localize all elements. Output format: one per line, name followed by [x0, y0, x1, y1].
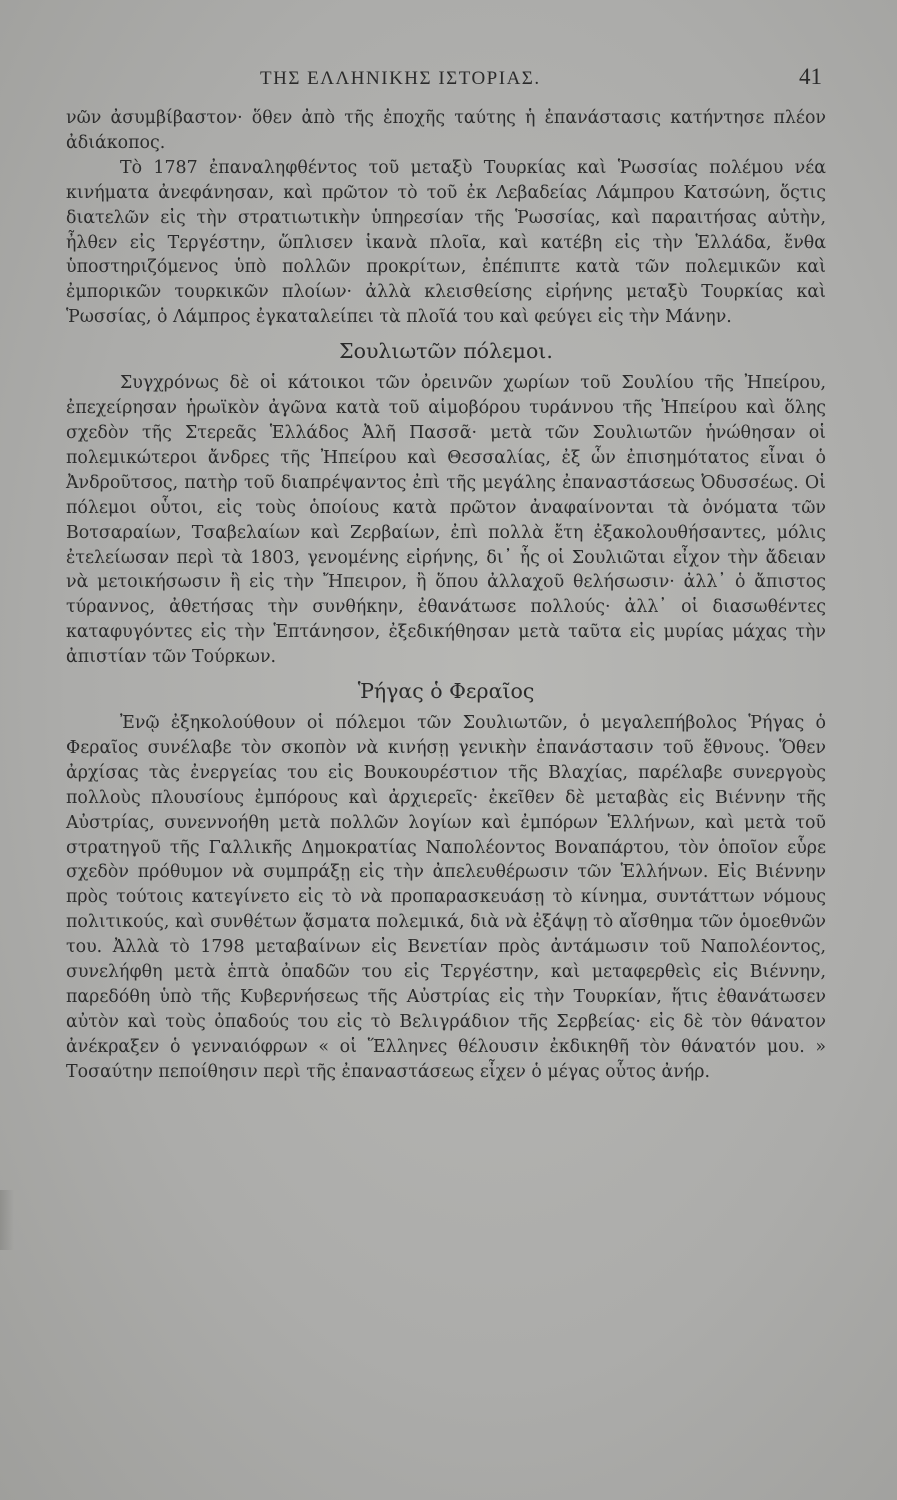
- section-heading-souliote-wars: Σουλιωτῶν πόλεμοι.: [339, 339, 553, 364]
- running-title: ΤΗΣ ΕΛΛΗΝΙΚΗΣ ΙΣΤΟΡΙΑΣ.: [260, 68, 541, 89]
- page-body: [66, 106, 826, 1085]
- paragraph-souliotes: Συγχρόνως δὲ οἱ κάτοικοι τῶν ὀρεινῶν χωρίων τοῦ Σουλίου τῆς Ἠπείρου, ἐπεχείρησαν ἡρωϊκὸν ἀγῶνα κατὰ τοῦ αἱμοβόρου τυράννου τῆς Ἠπείρου καὶ ὅλης σχεδὸν τῆς Στερεᾶς Ἑλλάδος Ἀλῆ Πασσᾶ· μετὰ τῶν Σουλιωτῶν ἡνώθησαν οἱ πολεμικώτεροι ἄνδρες τῆς Ἠπείρου καὶ Θεσσαλίας, ἐξ ὧν ἐπισημότατος εἶναι ὁ Ἀνδροῦτσος, πατὴρ τοῦ διαπρέψαντος ἐπὶ τῆς μεγάλης ἐπαναστάσεως Ὀδυσσέως. Οἱ πόλεμοι οὗτοι, εἰς τοὺς ὁποίους κατὰ πρῶτον ἀναφαίνονται τὰ ὀνόματα τῶν Βοτσαραίων, Τσαβελαίων καὶ Ζερβαίων, ἐπὶ πολλὰ ἔτη ἐξακολουθήσαντες, μόλις ἐτελείωσαν περὶ τὰ 1803, γενομένης εἰρήνης, δι᾽ ἧς οἱ Σουλιῶται εἶχον τὴν ἄδειαν νὰ μετοικήσωσιν ἢ εἰς τὴν Ἤπειρον, ἢ ὅπου ἀλλαχοῦ θελήσωσιν· ἀλλ᾽ ὁ ἄπιστος τύραννος, ἀθετήσας τὴν συνθήκην, ἐθανάτωσε πολλούς· ἀλλ᾽ οἱ διασωθέντες καταφυγόντες εἰς τὴν Ἑπτάνησον, ἐξεδικήθησαν μετὰ ταῦτα εἰς μυρίας μάχας τὴν ἀπιστίαν τῶν Τούρκων.: [66, 373, 826, 668]
- page-edge-stain: [0, 1190, 14, 1250]
- paragraph-continuation: νῶν ἀσυμβίβαστον· ὅθεν ἀπὸ τῆς ἐποχῆς ταύτης ἡ ἐπανάστασις κατήντησε πλέον ἀδιάκοπος.: [66, 108, 826, 153]
- page-header: [110, 64, 822, 98]
- section-heading-rigas: Ῥήγας ὁ Φεραῖος: [357, 679, 535, 704]
- paragraph-katsonis: Τὸ 1787 ἐπαναληφθέντος τοῦ μεταξὺ Τουρκίας καὶ Ῥωσσίας πολέμου νέα κινήματα ἀνεφάνησαν, καὶ πρῶτον τὸ τοῦ ἐκ Λεβαδείας Λάμπρου Κατσώνη, ὅςτις διατελῶν εἰς τὴν στρατιωτικὴν ὑπηρεσίαν τῆς Ῥωσσίας, καὶ παραιτήσας αὐτὴν, ἦλθεν εἰς Τεργέστην, ὥπλισεν ἱκανὰ πλοῖα, καὶ κατέβη εἰς τὴν Ἑλλάδα, ἔνθα ὑποστηριζόμενος ὑπὸ πολλῶν προκρίτων, ἐπέπιπτε κατὰ τῶν πολεμικῶν καὶ ἐμπορικῶν τουρκικῶν πλοίων· ἀλλὰ κλεισθείσης εἰρήνης μεταξὺ Τουρκίας καὶ Ῥωσσίας, ὁ Λάμπρος ἐγκαταλείπει τὰ πλοῖά του καὶ φεύγει εἰς τὴν Μάνην.: [66, 157, 826, 328]
- page-number: 41: [799, 64, 822, 89]
- paragraph-rigas: Ἐνῷ ἐξηκολούθουν οἱ πόλεμοι τῶν Σουλιωτῶν, ὁ μεγαλεπήβολος Ῥήγας ὁ Φεραῖος συνέλαβε τὸν σκοπὸν νὰ κινήσῃ γενικὴν ἐπανάστασιν τοῦ ἔθνους. Ὅθεν ἀρχίσας τὰς ἐνεργείας του εἰς Βουκουρέστιον τῆς Βλαχίας, παρέλαβε συνεργοὺς πολλοὺς πλουσίους ἐμπόρους καὶ ἀρχιερεῖς· ἐκεῖθεν δὲ μεταβὰς εἰς Βιέννην τῆς Αὐστρίας, συνεννοήθη μετὰ πολλῶν λογίων καὶ ἐμπόρων Ἑλλήνων, καὶ μετὰ τοῦ στρατηγοῦ τῆς Γαλλικῆς Δημοκρατίας Ναπολέοντος Βοναπάρτου, τὸν ὁποῖον εὗρε σχεδὸν πρόθυμον νὰ συμπράξῃ εἰς τὴν ἀπελευθέρωσιν τῶν Ἑλλήνων. Εἰς Βιέννην πρὸς τούτοις κατεγίνετο εἰς τὸ νὰ προπαρασκευάσῃ τὸ κίνημα, συντάττων νόμους πολιτικούς, καὶ συνθέτων ᾄσματα πολεμικά, διὰ νὰ ἐξάψῃ τὸ αἴσθημα τῶν ὁμοεθνῶν του. Ἀλλὰ τὸ 1798 μεταβαίνων εἰς Βενετίαν πρὸς ἀντάμωσιν τοῦ Ναπολέοντος, συνελήφθη μετὰ ἑπτὰ ὀπαδῶν του εἰς Τεργέστην, καὶ μεταφερθεὶς εἰς Βιέννην, παρεδόθη ὑπὸ τῆς Κυβερνήσεως τῆς Αὐστρίας εἰς τὴν Τουρκίαν, ἥτις ἐθανάτωσεν αὐτὸν καὶ τοὺς ὀπαδούς του εἰς τὸ Βελιγράδιον τῆς Σερβείας· εἰς δὲ τὸν θάνατον ἀνέκραξεν ὁ γενναιόφρων « οἱ Ἕλληνες θέλουσιν ἐκδικηθῆ τὸν θάνατόν μου. » Τοσαύτην πεποίθησιν περὶ τῆς ἐπαναστάσεως εἶχεν ὁ μέγας οὗτος ἀνήρ.: [66, 713, 826, 1082]
